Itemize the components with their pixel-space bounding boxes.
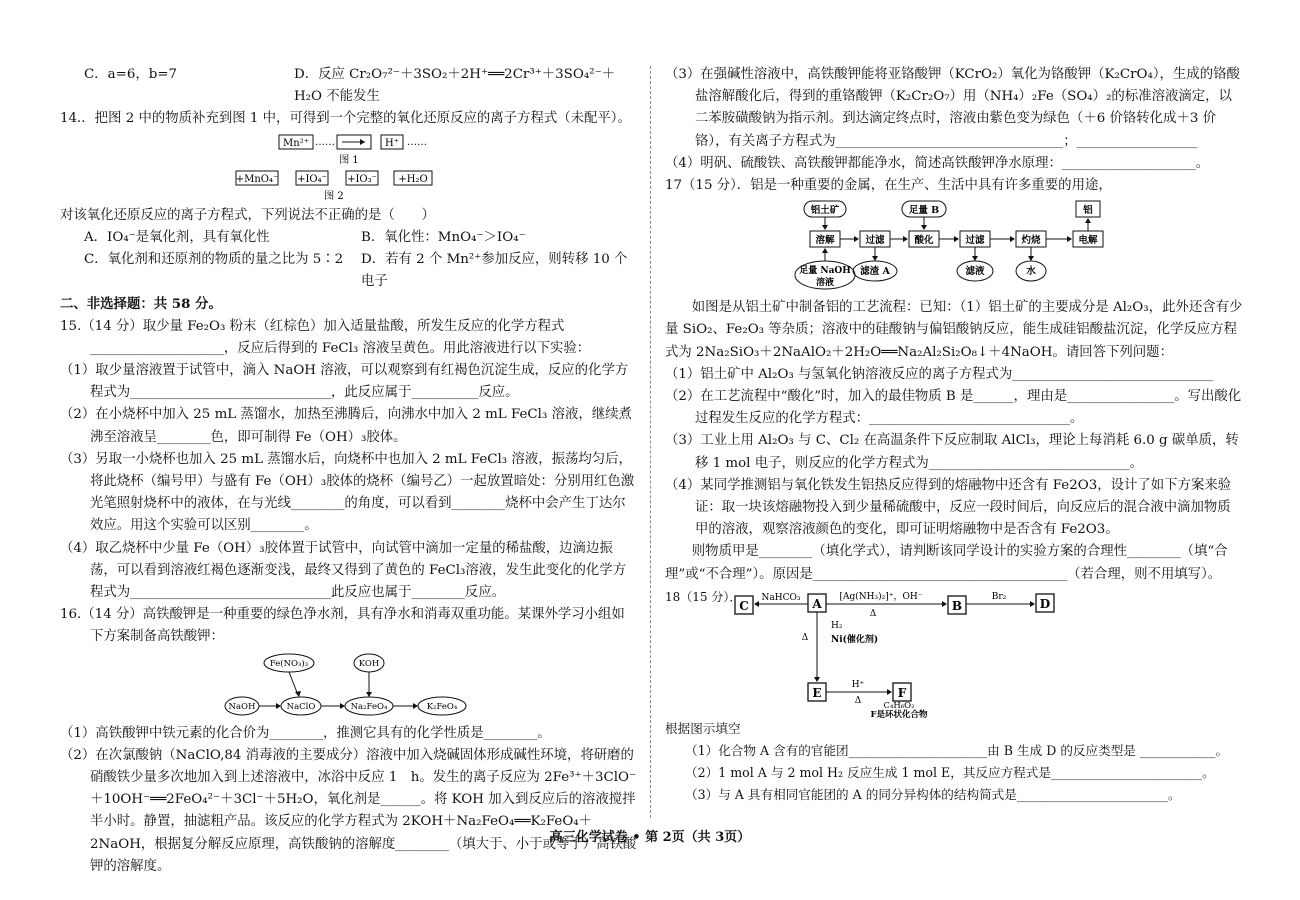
q13-options bbox=[60, 64, 638, 108]
fig2-item-1: +MnO₄⁻ bbox=[235, 173, 279, 185]
q14-options-ab bbox=[60, 227, 638, 249]
node-b-label: B bbox=[951, 598, 963, 613]
q14-options-cd bbox=[60, 249, 638, 293]
flow-naoh-label-1: 足量 NaOH bbox=[799, 266, 851, 277]
column-divider bbox=[650, 66, 651, 818]
node-a-label: A bbox=[812, 596, 822, 611]
fig1-mn-label: Mn²⁺ bbox=[283, 137, 309, 149]
fig1-dots-1: …… bbox=[315, 136, 335, 148]
flow-top-1-label: Fe(NO₃)₃ bbox=[269, 658, 309, 669]
q16-part-4: （4）明矾、硫酸铁、高铁酸钾都能净水，简述高铁酸钾净水原理：____________________。 bbox=[665, 155, 1210, 171]
label-h2: H₂ bbox=[831, 620, 843, 631]
q17-part-1: （1）铝土矿中 Al₂O₃ 与氢氧化钠溶液反应的离子方程式为______________________________ bbox=[665, 366, 1214, 382]
fig2-caption: 图 2 bbox=[324, 190, 344, 202]
flow-naoh-label-2: 溶液 bbox=[815, 278, 835, 289]
q16-part-3: （3）在强碱性溶液中，高铁酸钾能将亚铬酸钾（KCrO₂）氧化为铬酸钾（K₂CrO₄），生成的铬酸盐溶解酸化后，得到的重铬酸钾（K₂Cr₂O₇）用（NH₄）₂Fe（SO₄）₂的标准溶液滴定，以二苯胺磺酸钠为指示剂。到达滴定终点时，溶液由紫色变为绿色（＋6 价铬转化成＋3 价铬），有关离子方程式为__________________________________；__________________ bbox=[665, 67, 1240, 149]
flow-s4-label: 过滤 bbox=[965, 235, 985, 247]
q16-flow-diagram bbox=[224, 651, 474, 721]
section-heading: 二、非选择题：共 58 分。 bbox=[60, 296, 222, 313]
q18-stem: 18（15 分）． bbox=[665, 589, 742, 604]
q14-stem: 14.．把图 2 中的物质补充到图 1 中，可得到一个完整的氧化还原反应的离子方程式（未配平）。 bbox=[60, 111, 631, 127]
q15-stem-a: 15.（14 分）取少量 Fe₂O₃ 粉末（红棕色）加入适量盐酸，所发生反应的化学方程式 bbox=[60, 318, 565, 334]
q14-option-d: D．若有 2 个 Mn²⁺参加反应，则转移 10 个电子 bbox=[361, 252, 628, 290]
q13-option-d: D．反应 Cr₂O₇²⁻＋3SO₂＋2H⁺══2Cr³⁺＋3SO₄²⁻＋H₂O 不能发生 bbox=[294, 67, 616, 105]
q17-flow-diagram bbox=[794, 199, 1114, 295]
flow-filtrate-label: 滤液 bbox=[965, 266, 985, 278]
q17-part-5: 则物质甲是________（填化学式），请判断该同学设计的实验方案的合理性________（填“合理”或“不合理”）。原因是______________________________________（若合理，则不用填写）。 bbox=[665, 544, 1228, 582]
q18-block bbox=[665, 586, 1243, 718]
label-formula: C₄H₆O₂ bbox=[883, 700, 915, 711]
node-f-label: F bbox=[897, 685, 907, 700]
q14-option-a: A．IO₄⁻是氧化剂，具有氧化性 bbox=[84, 229, 270, 245]
q16-part-1: （1）高铁酸钾中铁元素的化合价为________，推测它具有的化学性质是________。 bbox=[60, 725, 551, 741]
flow-s5-label: 灼烧 bbox=[1021, 235, 1041, 247]
q17-part-4: （4）某同学推测铝与氧化铁发生铝热反应得到的熔融物中还含有 Fe2O3，设计了如下方案来验证：取一块该熔融物投入到少量稀硫酸中，反应一段时间后，向反应后的混合液中滴加物质甲的溶液，观察溶液颜色的变化，即可证明熔融物中是否含有 Fe2O3。 bbox=[665, 477, 1232, 538]
q17-intro: 如图是从铝土矿中制备铝的工艺流程：已知：（1）铝土矿的主要成分是 Al₂O₃，此外还含有少量 SiO₂、Fe₂O₃ 等杂质；溶液中的硅酸钠与偏铝酸钠反应，能生成硅铝酸盐沉淀，化学反应方程式为 2Na₂SiO₃＋2NaAlO₂＋2H₂O══Na₂Al₂Si₂O₈↓＋4NaOH。请回答下列问题： bbox=[665, 300, 1243, 360]
label-delta-1: Δ bbox=[869, 608, 877, 619]
label-delta-2: Δ bbox=[801, 632, 809, 643]
q18-part-1: （1）化合物 A 含有的官能团______________________由 B 生成 D 的反应类型是 ____________。 bbox=[685, 743, 1229, 759]
flow-b-label: 足量 B bbox=[908, 205, 940, 217]
q14-question: 对该氧化还原反应的离子方程式，下列说法不正确的是（ ） bbox=[60, 207, 435, 223]
q16-part-2: （2）在次氯酸钠（NaClO,84 消毒液的主要成分）溶液中加入烧碱固体形成碱性环境，将研磨的硝酸铁少量多次地加入到上述溶液中，冰浴中反应 1 h。发生的离子反应为 2Fe³⁺＋3ClO⁻＋10OH⁻══2FeO₄²⁻＋3Cl⁻＋5H₂O，氧化剂是______。将 KOH 加入到反应后的溶液搅拌半小时。静置，抽滤粗产品。该反应的化学方程式为 2KOH＋Na₂FeO₄══K₂FeO₄＋2NaOH，根据复分解反应原理，高铁酸钠的溶解度________（填大于、小于或等于）高铁酸钾的溶解度。 bbox=[60, 747, 637, 874]
page-footer: 高三化学试卷 • 第 2页（共 3页） bbox=[549, 830, 751, 845]
label-nahco3: NaHCO₃ bbox=[761, 592, 801, 603]
flow-arrow-top-1 bbox=[289, 672, 298, 695]
q15-part-1: （1）取少量溶液置于试管中，滴入 NaOH 溶液，可以观察到有红褐色沉淀生成，反应的化学方程式为______________________________，此反应属于__________反应。 bbox=[60, 363, 629, 401]
flow-al-label: 铝 bbox=[1083, 205, 1093, 217]
label-delta-3: Δ bbox=[854, 695, 862, 706]
q13-option-c: C．a=6，b=7 bbox=[84, 67, 178, 82]
flow-node-3-label: Na₂FeO₄ bbox=[350, 701, 388, 712]
flow-s6-label: 电解 bbox=[1078, 235, 1098, 247]
q14-figure-2 bbox=[234, 169, 464, 203]
node-d-label: D bbox=[1039, 596, 1051, 611]
q18-reaction-diagram bbox=[733, 588, 1073, 718]
flow-s2-label: 过滤 bbox=[865, 235, 885, 247]
flow-ore-label: 铝土矿 bbox=[810, 205, 840, 217]
label-ni: Ni(催化剂) bbox=[831, 634, 879, 645]
fig2-item-2: +IO₄⁻ bbox=[297, 173, 327, 185]
q18-fill: 根据图示填空 bbox=[665, 720, 741, 736]
q17-part-2: （2）在工艺流程中“酸化”时，加入的最佳物质 B 是______，理由是________________。写出酸化过程发生反应的化学方程式：______________________________。 bbox=[665, 389, 1242, 427]
q18-part-3: （3）与 A 具有相同官能团的 A 的同分异构体的结构简式是________________________。 bbox=[685, 787, 1181, 803]
fig1-h-label: H⁺ bbox=[385, 137, 399, 149]
q15-part-4: （4）取乙烧杯中少量 Fe（OH）₃胶体置于试管中，向试管中滴加一定量的稀盐酸，边滴边振荡，可以看到溶液红褐色逐渐变浅，最终又得到了黄色的 FeCl₃溶液，发生此变化的化学方程式为______________________________此反应也属于________反应。 bbox=[60, 540, 627, 601]
label-tollens: [Ag(NH₃)₂]⁺，OH⁻ bbox=[839, 591, 923, 602]
flow-node-4-label: K₂FeO₄ bbox=[426, 701, 458, 712]
q17-stem: 17（15 分）．铝是一种重要的金属，在生产、生活中具有许多重要的用途， bbox=[665, 178, 1112, 194]
flow-top-2-label: KOH bbox=[358, 658, 380, 669]
right-column bbox=[665, 64, 1243, 807]
q16-stem: 16.（14 分）高铁酸钾是一种重要的绿色净水剂，具有净水和消毒双重功能。某课外学习小组如下方案制备高铁酸钾： bbox=[60, 607, 625, 645]
q14-option-c: C．氧化剂和还原剂的物质的量之比为 5∶2 bbox=[84, 252, 344, 268]
label-br2: Br₂ bbox=[991, 591, 1007, 602]
q15-part-3: （3）另取一小烧杯也加入 25 mL 蒸馏水后，向烧杯中也加入 2 mL FeCl₃ 溶液，振荡均匀后，将此烧杯（编号甲）与盛有 Fe（OH）₃胶体的烧杯（编号乙）一起放置暗处：分别用红色激光笔照射烧杯中的液体，在与光线________的角度，可以看到________烧杯中会产生丁达尔效应。用这个实验可以区别________。 bbox=[60, 451, 635, 534]
fig2-item-4: +H₂O bbox=[398, 173, 428, 185]
node-c-label: C bbox=[739, 598, 749, 613]
q15-part-2: （2）在小烧杯中加入 25 mL 蒸馏水，加热至沸腾后，向沸水中加入 2 mL FeCl₃ 溶液，继续煮沸至溶液呈________色，即可制得 Fe（OH）₃胶体。 bbox=[60, 407, 632, 445]
fig1-arrow-head bbox=[360, 139, 365, 145]
left-column bbox=[60, 64, 638, 878]
flow-node-1-label: NaOH bbox=[228, 701, 256, 712]
flow-s3-label: 酸化 bbox=[914, 235, 934, 247]
q15-stem-b: ____________________，反应后得到的 FeCl₃ 溶液呈黄色。用此溶液进行以下实验： bbox=[90, 340, 591, 356]
q14-figure-1 bbox=[239, 133, 459, 167]
flow-node-2-label: NaClO bbox=[286, 701, 316, 712]
node-e-label: E bbox=[812, 685, 822, 700]
flow-s1-label: 溶解 bbox=[815, 235, 835, 247]
label-f-note: F是环状化合物 bbox=[870, 709, 928, 718]
q14-option-b: B．氧化性：MnO₄⁻＞IO₄⁻ bbox=[361, 229, 526, 245]
fig1-dots-2: …… bbox=[407, 136, 427, 148]
q18-part-2: （2）1 mol A 与 2 mol H₂ 反应生成 1 mol E，其反应方程式是________________________。 bbox=[685, 765, 1215, 781]
q17-part-3: （3）工业上用 Al₂O₃ 与 C、Cl₂ 在高温条件下反应制取 AlCl₃，理论上每消耗 6.0 g 碳单质，转移 1 mol 电子，则反应的化学方程式为______________________________。 bbox=[665, 433, 1239, 471]
label-hplus: H⁺ bbox=[851, 679, 865, 690]
fig1-caption: 图 1 bbox=[339, 154, 359, 166]
fig2-item-3: +IO₃⁻ bbox=[347, 173, 377, 185]
flow-residue-label: 滤渣 A bbox=[860, 266, 890, 278]
flow-water-label: 水 bbox=[1026, 266, 1036, 278]
